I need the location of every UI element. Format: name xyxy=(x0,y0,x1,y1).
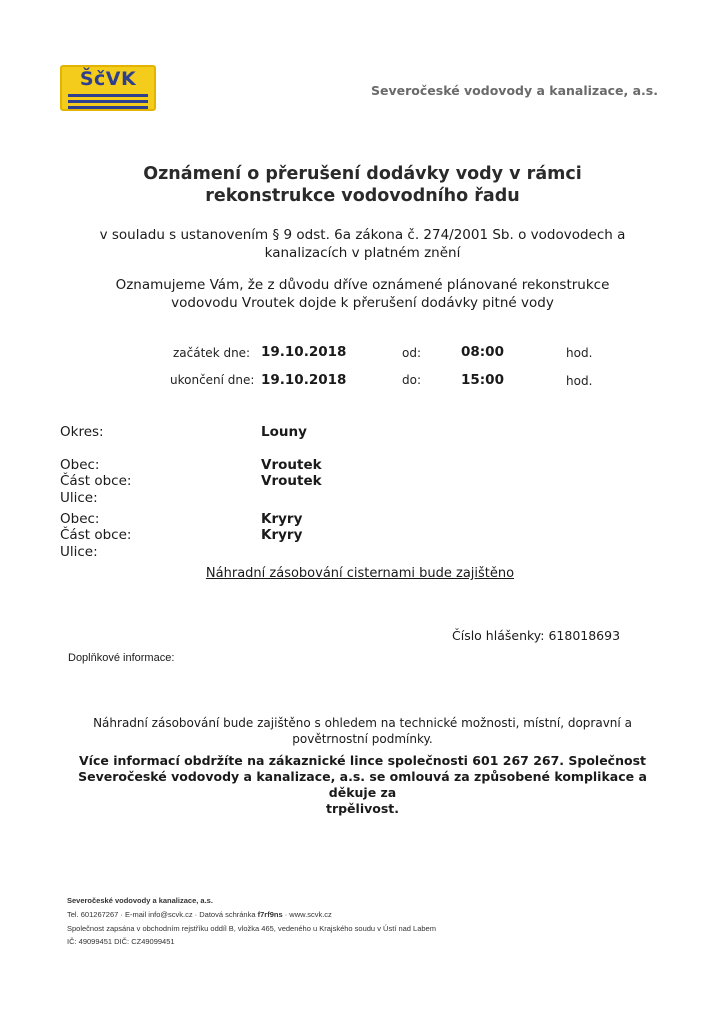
municipality-value: Vroutek xyxy=(261,457,322,473)
note-line-1: Náhradní zásobování bude zajištěno s ohledem na technické možnosti, místní, dopravní a xyxy=(93,716,632,730)
title-line-1: Oznámení o přerušení dodávky vody v rámci xyxy=(143,164,582,184)
footer-contacts-post: · www.scvk.cz xyxy=(282,910,332,919)
end-date-label: ukončení dne: xyxy=(170,373,255,387)
from-time-label: od: xyxy=(402,346,422,360)
footer-ids: IČ: 49099451 DIČ: CZ49099451 xyxy=(67,937,175,946)
to-time-value: 15:00 xyxy=(461,372,504,388)
footer-registry: Společnost zapsána v obchodním rejstříku oddíl B, vložka 465, vedeného u Krajského soudu v Ústí nad Labem xyxy=(67,924,436,933)
legal-reference xyxy=(70,226,655,262)
hours-unit: hod. xyxy=(566,374,593,388)
contact-line-1: Více informací obdržíte na zákaznické lince společnosti 601 267 267. Společnost xyxy=(79,753,646,768)
additional-info-label: Doplňkové informace: xyxy=(68,652,175,664)
start-date-label: začátek dne: xyxy=(173,346,251,360)
municipality-part-value: Vroutek xyxy=(261,473,322,489)
contact-line-3: trpělivost. xyxy=(325,801,400,816)
company-name-header: Severočeské vodovody a kanalizace, a.s. xyxy=(371,83,658,98)
logo-stripe xyxy=(68,106,148,109)
footer-contacts-pre: Tel. 601267267 · E-mail info@scvk.cz · Datová schránka xyxy=(67,910,258,919)
footer-company: Severočeské vodovody a kanalizace, a.s. xyxy=(67,896,213,905)
municipality-part-label: Část obce: xyxy=(60,473,132,489)
street-label: Ulice: xyxy=(60,490,98,506)
note-line-2: povětrnostní podmínky. xyxy=(292,732,433,746)
footer-contacts xyxy=(67,910,332,919)
end-date-value: 19.10.2018 xyxy=(261,372,347,388)
municipality-label: Obec: xyxy=(60,511,100,527)
logo-stripe xyxy=(68,100,148,103)
start-date-value: 19.10.2018 xyxy=(261,344,347,360)
title-line-2: rekonstrukce vodovodního řadu xyxy=(205,186,520,206)
contact-line-2: Severočeské vodovody a kanalizace, a.s. se omlouvá za způsobené komplikace a děkuje za xyxy=(78,769,647,800)
replacement-supply-note: Náhradní zásobování cisternami bude zajištěno xyxy=(205,566,515,581)
municipality-part-label: Část obce: xyxy=(60,527,132,543)
district-value: Louny xyxy=(261,424,307,440)
announcement-text xyxy=(70,276,655,312)
document-title xyxy=(80,163,645,207)
from-time-value: 08:00 xyxy=(461,344,504,360)
legal-line-2: kanalizacích v platném znění xyxy=(264,245,461,261)
supply-conditions-note xyxy=(80,715,645,747)
district-label: Okres: xyxy=(60,424,104,440)
municipality-label: Obec: xyxy=(60,457,100,473)
street-label: Ulice: xyxy=(60,544,98,560)
announcement-line-2: vodovodu Vroutek dojde k přerušení dodávky pitné vody xyxy=(171,295,554,311)
legal-line-1: v souladu s ustanovením § 9 odst. 6a zákona č. 274/2001 Sb. o vodovodech a xyxy=(99,227,626,243)
to-time-label: do: xyxy=(402,373,422,387)
logo-text: ŠčVK xyxy=(79,68,137,90)
municipality-value: Kryry xyxy=(261,511,303,527)
contact-info xyxy=(60,753,665,817)
company-logo xyxy=(60,65,156,111)
hours-unit: hod. xyxy=(566,346,593,360)
footer-databox: f7rf9ns xyxy=(257,910,283,919)
logo-stripe xyxy=(68,94,148,97)
report-number: Číslo hlášenky: 618018693 xyxy=(452,628,621,643)
announcement-line-1: Oznamujeme Vám, že z důvodu dříve oznámené plánované rekonstrukce xyxy=(115,277,610,293)
municipality-part-value: Kryry xyxy=(261,527,303,543)
